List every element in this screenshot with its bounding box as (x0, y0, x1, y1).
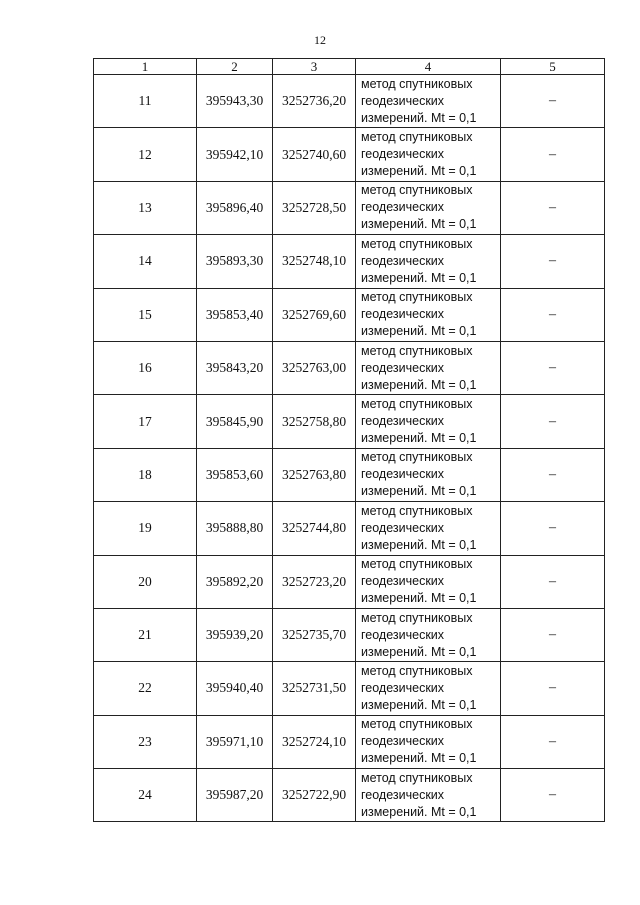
method-text-line: измерений. Mt = 0,1 (361, 484, 477, 499)
method-description-cell (356, 75, 501, 128)
coordinate-y-cell: 3252735,70 (273, 608, 356, 661)
table-row (94, 555, 605, 608)
method-text-line: геодезических (361, 200, 445, 215)
column-header-2: 2 (197, 59, 273, 75)
method-description-cell (356, 555, 501, 608)
coordinate-x-cell: 395940,40 (197, 662, 273, 715)
method-description-cell (356, 448, 501, 501)
coordinate-x-cell: 395853,40 (197, 288, 273, 341)
coordinate-x-cell: 395943,30 (197, 75, 273, 128)
method-text-line: геодезических (361, 414, 445, 429)
column-header-5: 5 (501, 59, 605, 75)
coordinate-y-cell: 3252758,80 (273, 395, 356, 448)
method-description-cell (356, 128, 501, 181)
method-text-line: метод спутниковых (361, 183, 473, 198)
method-text-line: геодезических (361, 734, 445, 749)
method-text-line: геодезических (361, 680, 445, 695)
point-number-cell: 15 (94, 288, 197, 341)
method-text-line: метод спутниковых (361, 717, 473, 732)
table-row (94, 341, 605, 394)
coordinate-x-cell: 395893,30 (197, 235, 273, 288)
coordinate-y-cell: 3252740,60 (273, 128, 356, 181)
method-text-line: измерений. Mt = 0,1 (361, 644, 477, 659)
method-text-line: метод спутниковых (361, 76, 473, 91)
method-text-line: измерений. Mt = 0,1 (361, 377, 477, 392)
note-cell: – (501, 288, 605, 341)
method-description-cell (356, 181, 501, 234)
point-number-cell: 24 (94, 769, 197, 822)
coordinate-x-cell: 395888,80 (197, 502, 273, 555)
coordinate-x-cell: 395942,10 (197, 128, 273, 181)
method-text-line: метод спутниковых (361, 343, 473, 358)
coordinate-y-cell: 3252748,10 (273, 235, 356, 288)
note-cell: – (501, 75, 605, 128)
method-text-line: измерений. Mt = 0,1 (361, 164, 477, 179)
coordinate-y-cell: 3252763,80 (273, 448, 356, 501)
method-text-line: измерений. Mt = 0,1 (361, 324, 477, 339)
method-description-cell (356, 395, 501, 448)
method-text-line: геодезических (361, 253, 445, 268)
method-text-line: геодезических (361, 93, 445, 108)
table-row (94, 75, 605, 128)
table-row (94, 288, 605, 341)
method-text-line: геодезических (361, 467, 445, 482)
note-cell: – (501, 181, 605, 234)
method-description-cell (356, 662, 501, 715)
page-number: 12 (314, 33, 326, 47)
column-header-1: 1 (94, 59, 197, 75)
table-row (94, 715, 605, 768)
table-row (94, 395, 605, 448)
coordinates-table (93, 58, 605, 822)
method-description-cell (356, 715, 501, 768)
point-number-cell: 17 (94, 395, 197, 448)
table-row (94, 769, 605, 822)
table-row (94, 128, 605, 181)
method-text-line: измерений. Mt = 0,1 (361, 537, 477, 552)
method-text-line: метод спутниковых (361, 450, 473, 465)
note-cell: – (501, 769, 605, 822)
coordinate-y-cell: 3252731,50 (273, 662, 356, 715)
note-cell: – (501, 341, 605, 394)
point-number-cell: 23 (94, 715, 197, 768)
method-text-line: измерений. Mt = 0,1 (361, 270, 477, 285)
coordinate-y-cell: 3252723,20 (273, 555, 356, 608)
table-row (94, 608, 605, 661)
table-row (94, 235, 605, 288)
method-text-line: метод спутниковых (361, 397, 473, 412)
method-text-line: геодезических (361, 787, 445, 802)
coordinate-y-cell: 3252769,60 (273, 288, 356, 341)
method-description-cell (356, 288, 501, 341)
note-cell: – (501, 395, 605, 448)
method-text-line: измерений. Mt = 0,1 (361, 110, 477, 125)
coordinate-y-cell: 3252728,50 (273, 181, 356, 234)
note-cell: – (501, 715, 605, 768)
method-text-line: измерений. Mt = 0,1 (361, 697, 477, 712)
coordinate-y-cell: 3252736,20 (273, 75, 356, 128)
note-cell: – (501, 555, 605, 608)
method-text-line: метод спутниковых (361, 236, 473, 251)
method-text-line: метод спутниковых (361, 557, 473, 572)
coordinate-y-cell: 3252744,80 (273, 502, 356, 555)
point-number-cell: 13 (94, 181, 197, 234)
point-number-cell: 21 (94, 608, 197, 661)
coordinate-x-cell: 395845,90 (197, 395, 273, 448)
method-text-line: метод спутниковых (361, 503, 473, 518)
table-body (94, 75, 605, 822)
table-row (94, 448, 605, 501)
coordinate-x-cell: 395971,10 (197, 715, 273, 768)
note-cell: – (501, 608, 605, 661)
note-cell: – (501, 662, 605, 715)
method-text-line: геодезических (361, 147, 445, 162)
point-number-cell: 16 (94, 341, 197, 394)
point-number-cell: 22 (94, 662, 197, 715)
method-text-line: измерений. Mt = 0,1 (361, 591, 477, 606)
point-number-cell: 18 (94, 448, 197, 501)
point-number-cell: 12 (94, 128, 197, 181)
note-cell: – (501, 128, 605, 181)
coordinate-x-cell: 395939,20 (197, 608, 273, 661)
column-header-3: 3 (273, 59, 356, 75)
coordinate-x-cell: 395843,20 (197, 341, 273, 394)
note-cell: – (501, 502, 605, 555)
point-number-cell: 19 (94, 502, 197, 555)
coordinate-y-cell: 3252722,90 (273, 769, 356, 822)
method-text-line: измерений. Mt = 0,1 (361, 217, 477, 232)
method-text-line: геодезических (361, 360, 445, 375)
method-text-line: измерений. Mt = 0,1 (361, 431, 477, 446)
method-text-line: метод спутниковых (361, 290, 473, 305)
method-text-line: метод спутниковых (361, 130, 473, 145)
point-number-cell: 20 (94, 555, 197, 608)
method-text-line: метод спутниковых (361, 610, 473, 625)
method-text-line: геодезических (361, 574, 445, 589)
coordinate-x-cell: 395987,20 (197, 769, 273, 822)
method-text-line: геодезических (361, 520, 445, 535)
method-description-cell (356, 608, 501, 661)
note-cell: – (501, 448, 605, 501)
method-description-cell (356, 235, 501, 288)
note-cell: – (501, 235, 605, 288)
method-description-cell (356, 502, 501, 555)
method-text-line: измерений. Mt = 0,1 (361, 804, 477, 819)
table-row (94, 502, 605, 555)
method-description-cell (356, 769, 501, 822)
point-number-cell: 14 (94, 235, 197, 288)
method-text-line: метод спутниковых (361, 770, 473, 785)
method-description-cell (356, 341, 501, 394)
point-number-cell: 11 (94, 75, 197, 128)
method-text-line: измерений. Mt = 0,1 (361, 751, 477, 766)
coordinate-y-cell: 3252724,10 (273, 715, 356, 768)
column-header-4: 4 (356, 59, 501, 75)
table-row (94, 181, 605, 234)
coordinate-x-cell: 395896,40 (197, 181, 273, 234)
table-row (94, 662, 605, 715)
coordinate-x-cell: 395892,20 (197, 555, 273, 608)
method-text-line: геодезических (361, 307, 445, 322)
table-header-row (94, 59, 605, 75)
coordinate-y-cell: 3252763,00 (273, 341, 356, 394)
method-text-line: метод спутниковых (361, 663, 473, 678)
method-text-line: геодезических (361, 627, 445, 642)
coordinate-x-cell: 395853,60 (197, 448, 273, 501)
